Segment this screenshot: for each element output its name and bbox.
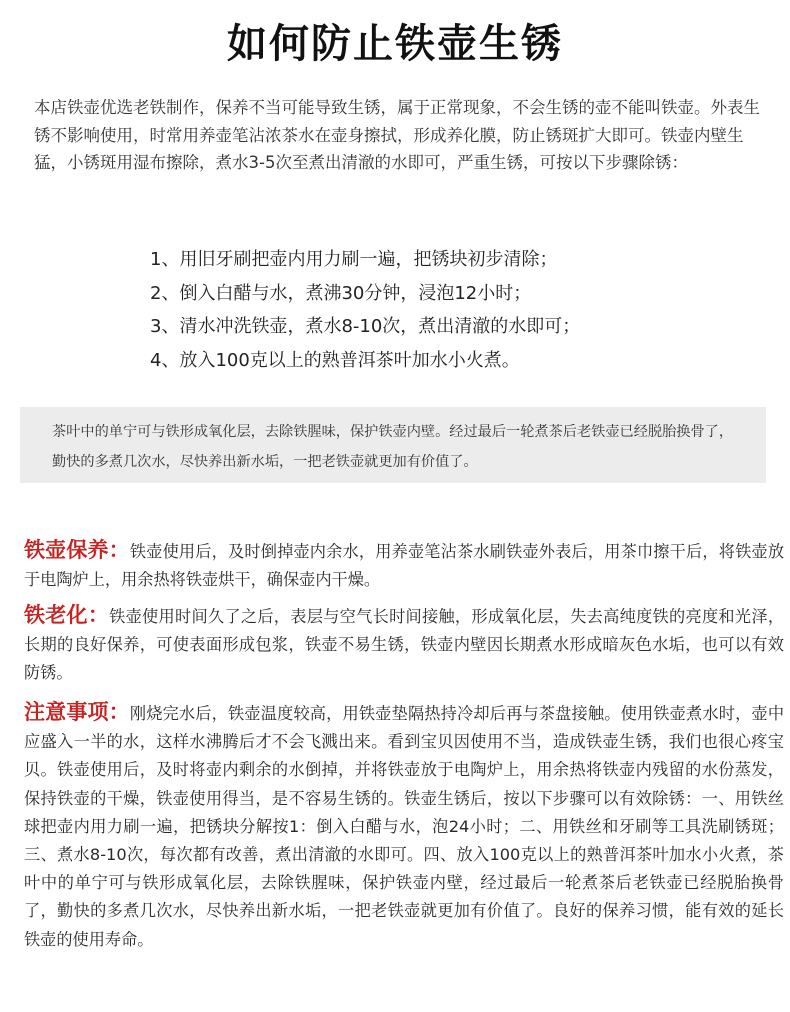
step-item: 4、放入100克以上的熟普洱茶叶加水小火煮。: [150, 349, 520, 371]
tea-tannin-note: [20, 407, 766, 483]
section-text: 铁壶使用时间久了之后，表层与空气长时间接触，形成氧化层，失去高纯度铁的亮度和光泽，长期的良好保养，可使表面形成包浆，铁壶不易生锈，铁壶内壁因长期煮水形成暗灰色水垢，也可以有效防锈。: [24, 607, 785, 683]
section-label: 铁老化：: [24, 602, 110, 627]
section-label: 注意事项：: [24, 699, 130, 724]
section-maintenance: [24, 536, 784, 594]
step-item: 2、倒入白醋与水，煮沸30分钟，浸泡12小时；: [150, 282, 532, 304]
note-text: 茶叶中的单宁可与铁形成氧化层，去除铁腥味，保护铁壶内壁。经过最后一轮煮茶后老铁壶已经脱胎换骨了，勤快的多煮几次水，尽快养出新水垢，一把老铁壶就更加有价值了。: [52, 424, 734, 470]
section-aging: [24, 601, 784, 688]
section-text: 铁壶使用后，及时倒掉壶内余水，用养壶笔沾茶水刷铁壶外表后，用茶巾擦干后，将铁壶放于电陶炉上，用余热将铁壶烘干，确保壶内干燥。: [24, 542, 785, 590]
intro-paragraph: 本店铁壶优选老铁制作，保养不当可能导致生锈，属于正常现象，不会生锈的壶不能叫铁壶。外表生锈不影响使用，时常用养壶笔沾浓茶水在壶身擦拭，形成养化膜，防止锈斑扩大即可。铁壶内壁生猛，小锈斑用湿布擦除，煮水3-5次至煮出清澈的水即可，严重生锈，可按以下步骤除锈：: [34, 98, 760, 172]
rust-removal-steps: [150, 243, 710, 377]
section-precautions: [24, 698, 784, 954]
section-text: 刚烧完水后，铁壶温度较高，用铁壶垫隔热持冷却后再与茶盘接触。使用铁壶煮水时，壶中应盛入一半的水，这样水沸腾后才不会飞溅出来。看到宝贝因使用不当，造成铁壶生锈，我们也很心疼宝贝。铁壶使用后，及时将壶内剩余的水倒掉，并将铁壶放于电陶炉上，用余热将铁壶内残留的水份蒸发，保持铁壶的干燥，铁壶使用得当，是不容易生锈的。铁壶生锈后，按以下步骤可以有效除锈：一、用铁丝球把壶内用力刷一遍，把锈块分解按1：倒入白醋与水，泡24小时；二、用铁丝和牙刷等工具洗刷锈斑；三、煮水8-10次，每次都有改善，煮出清澈的水即可。四、放入100克以上的熟普洱茶叶加水小火煮，茶叶中的单宁可与铁形成氧化层，去除铁腥味，保护铁壶内壁，经过最后一轮煮茶后老铁壶已经脱胎换骨了，勤快的多煮几次水，尽快养出新水垢，一把老铁壶就更加有价值了。良好的保养习惯，能有效的延长铁壶的使用寿命。: [24, 704, 785, 949]
step-item: 3、清水冲洗铁壶，煮水8-10次，煮出清澈的水即可；: [150, 316, 581, 337]
section-label: 铁壶保养：: [24, 537, 130, 562]
page-title: 如何防止铁壶生锈: [227, 20, 563, 67]
step-item: 1、用旧牙刷把壶内用力刷一遍，把锈块初步清除；: [150, 249, 558, 270]
